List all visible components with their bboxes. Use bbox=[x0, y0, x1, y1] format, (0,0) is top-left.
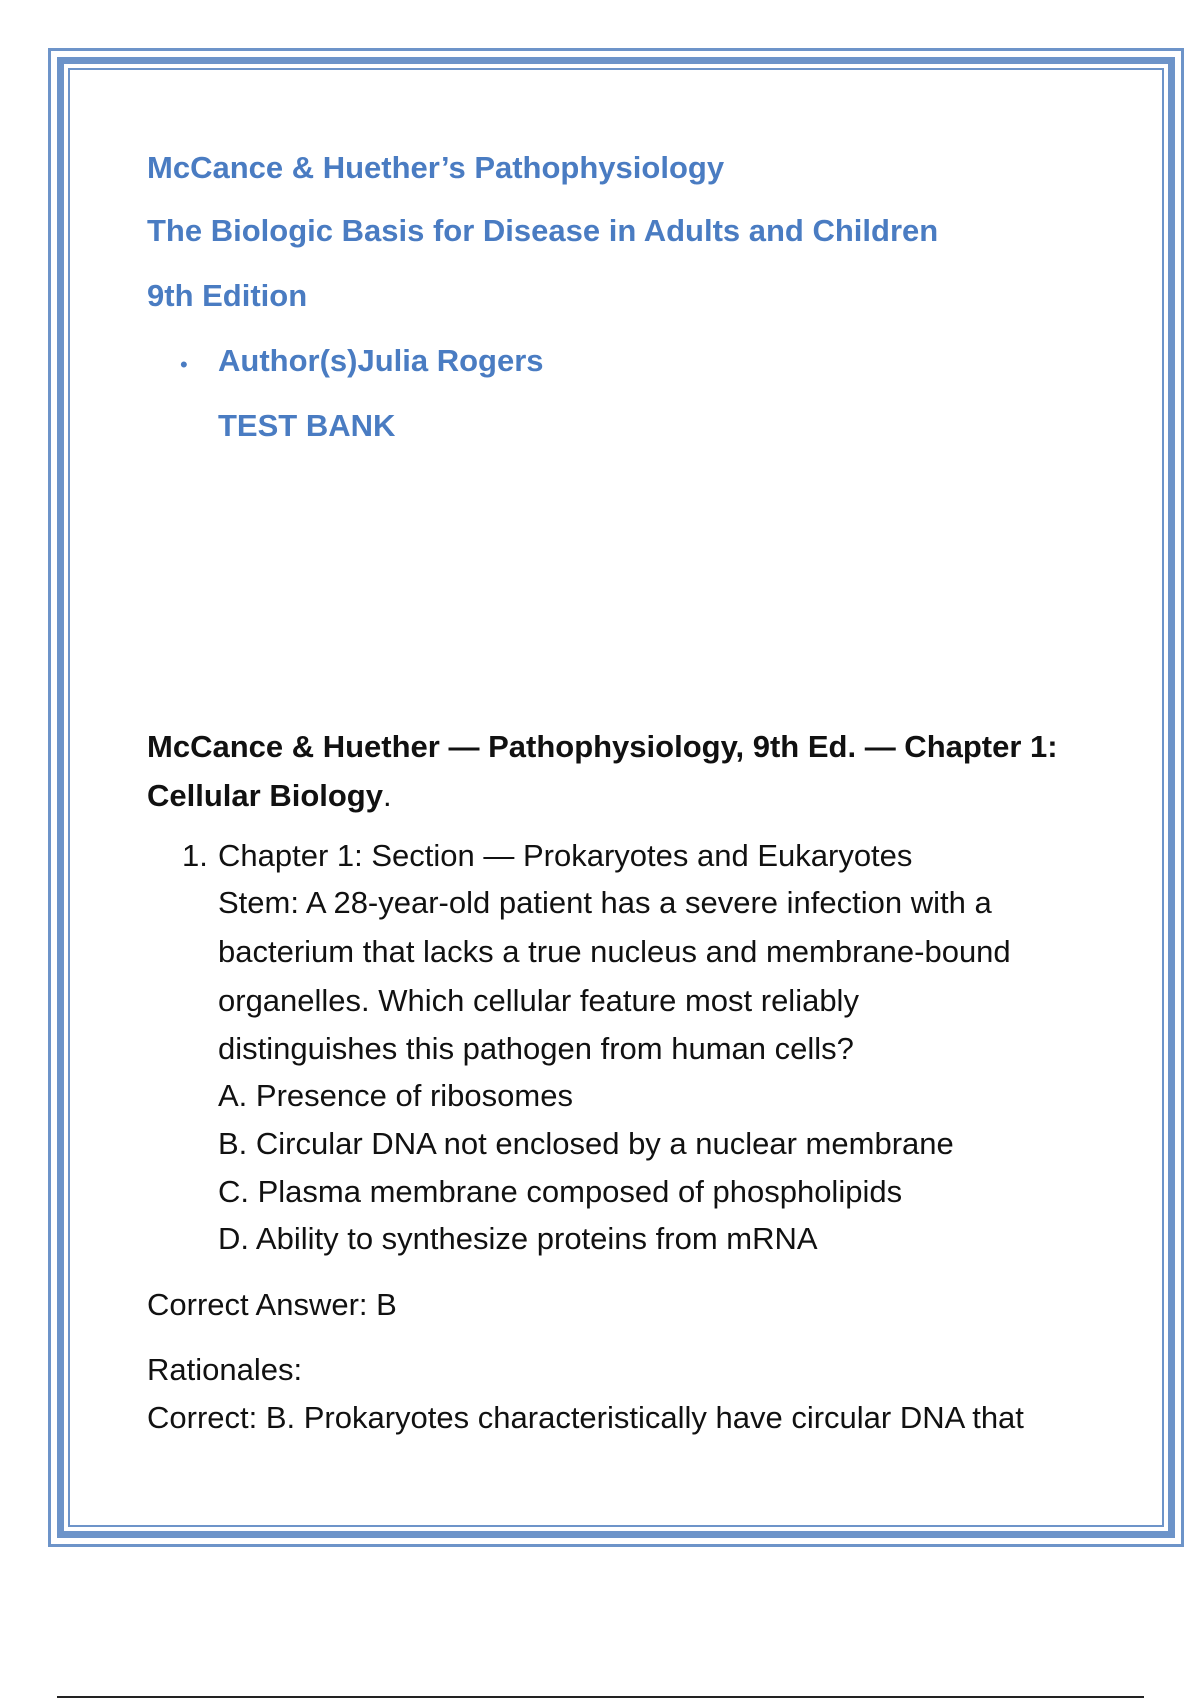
chapter-heading-text: McCance & Huether — Pathophysiology, 9th Ed. — Chapter 1: Cellular Biology bbox=[147, 729, 1058, 813]
question-stem-line: Stem: A 28-year-old patient has a severe infection with a bbox=[218, 885, 992, 920]
answer-option-d: D. Ability to synthesize proteins from mRNA bbox=[218, 1221, 818, 1256]
document-type: TEST BANK bbox=[218, 408, 396, 443]
book-author: Author(s)Julia Rogers bbox=[218, 343, 544, 378]
answer-option-c: C. Plasma membrane composed of phospholipids bbox=[218, 1174, 903, 1209]
correct-answer: Correct Answer: B bbox=[147, 1287, 397, 1322]
chapter-heading-period: . bbox=[382, 778, 392, 813]
book-subtitle: The Biologic Basis for Disease in Adults and Children bbox=[147, 213, 939, 248]
rationale-text: Correct: B. Prokaryotes characteristically have circular DNA that bbox=[147, 1400, 1024, 1435]
question-stem-line: bacterium that lacks a true nucleus and membrane-bound bbox=[218, 934, 1011, 969]
chapter-heading bbox=[147, 722, 1087, 820]
book-title: McCance & Huether’s Pathophysiology bbox=[147, 150, 725, 185]
answer-option-b: B. Circular DNA not enclosed by a nuclear membrane bbox=[218, 1126, 954, 1161]
rationales-label: Rationales: bbox=[147, 1352, 303, 1387]
bullet-icon: • bbox=[180, 352, 188, 377]
footer-divider bbox=[57, 1696, 1144, 1698]
question-stem-line: organelles. Which cellular feature most reliably bbox=[218, 983, 859, 1018]
answer-option-a: A. Presence of ribosomes bbox=[218, 1078, 573, 1113]
question-section: Chapter 1: Section — Prokaryotes and Eukaryotes bbox=[218, 838, 913, 873]
book-edition: 9th Edition bbox=[147, 278, 308, 313]
question-stem-line: distinguishes this pathogen from human cells? bbox=[218, 1031, 854, 1066]
question-number: 1. bbox=[182, 838, 208, 873]
